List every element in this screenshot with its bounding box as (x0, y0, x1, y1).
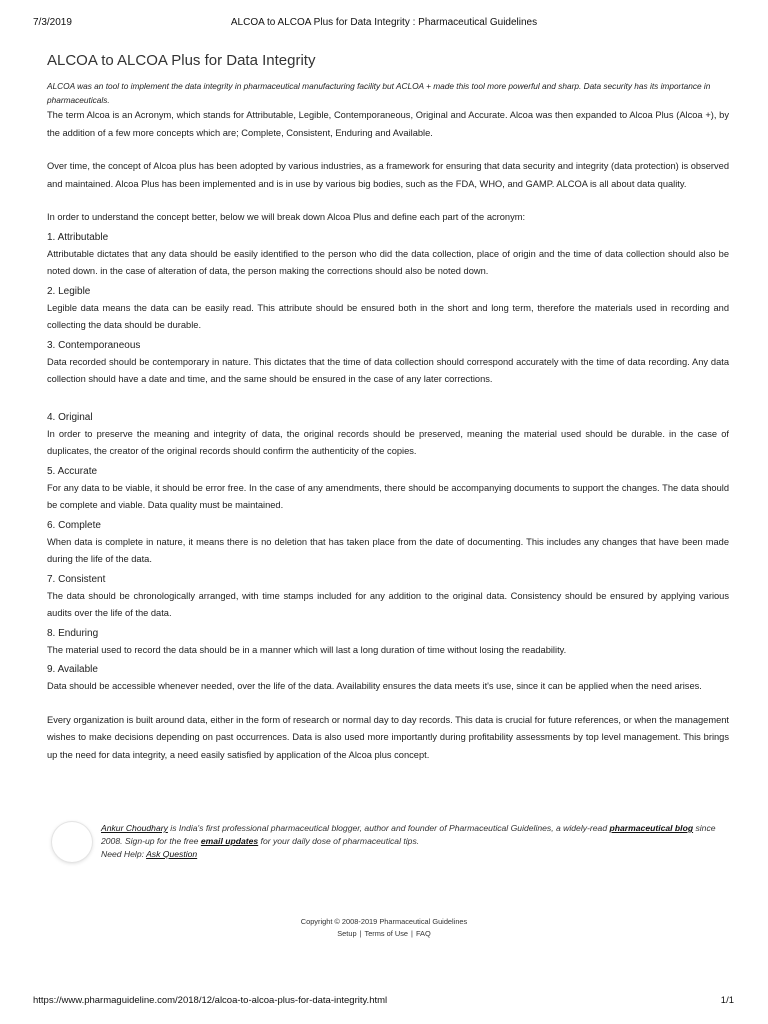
paragraph-definition: The term Alcoa is an Acronym, which stands for Attributable, Legible, Contemporaneous, Original and Accurate. Alcoa was then expanded to Alcoa Plus (Alcoa +), by the addition of a few more concepts which are; Complete, Consistent, Enduring and Available. (47, 110, 729, 138)
author-bio-text-2: since 2008. Sign-up for the free (101, 823, 716, 846)
footer-link-terms[interactable]: Terms of Use (364, 929, 409, 938)
blog-link[interactable]: pharmaceutical blog (609, 823, 694, 833)
footer-link-faq[interactable]: FAQ (415, 929, 431, 938)
print-date: 7/3/2019 (33, 17, 72, 28)
section-heading-enduring: 8. Enduring (47, 627, 99, 639)
section-heading-contemporaneous: 3. Contemporaneous (47, 339, 141, 351)
footer-link-setup[interactable]: Setup (337, 929, 357, 938)
section-text-contemporaneous: Data recorded should be contemporary in nature. This dictates that the time of data collection should correspond accurately with the time of data recording. Any data collection should have a date and time, and the same should be ensured in the case of any later corrections. (47, 356, 729, 384)
section-heading-original: 4. Original (47, 411, 93, 423)
section-heading-legible: 2. Legible (47, 285, 91, 297)
section-text-attributable: Attributable dictates that any data should be easily identified to the person who did the data collection, place of origin and the time of data collection should also be noted down. in the case of alteration of data, the person making the corrections should also be noted down. (47, 248, 729, 276)
section-text-original: In order to preserve the meaning and integrity of data, the original records should be preserved, meaning the material used should be durable. in the case of duplicates, the creator of the original records should confirm the authenticity of the copies. (47, 428, 729, 456)
footer-links (0, 928, 768, 940)
copyright-text: Copyright © 2008-2019 Pharmaceutical Guidelines (300, 917, 468, 926)
article-intro: ALCOA was an tool to implement the data integrity in pharmaceutical manufacturing facility but ACLOA + made this tool more powerful and sharp. Data security has its importance in pharmaceuticals. (47, 81, 711, 105)
author-name-link[interactable]: Ankur Choudhary (101, 823, 168, 833)
section-text-consistent: The data should be chronologically arranged, with time stamps included for any addition to the original data. Consistency should be ensured by applying various audits over the life of the data. (47, 590, 729, 618)
author-bio-text-3: for your daily dose of pharmaceutical tips. (258, 836, 420, 846)
section-text-complete: When data is complete in nature, it means there is no deletion that has taken place from the date of documenting. This includes any changes that have been made during the life of the data. (47, 536, 729, 564)
section-heading-consistent: 7. Consistent (47, 573, 106, 585)
email-updates-link[interactable]: email updates (200, 836, 259, 846)
section-text-legible: Legible data means the data can be easily read. This attribute should be ensured both in the short and long term, therefore the materials used in recording and collecting the data should be durable. (47, 302, 729, 330)
section-heading-accurate: 5. Accurate (47, 465, 98, 477)
author-bio (101, 822, 721, 861)
section-heading-available: 9. Available (47, 664, 98, 675)
paragraph-conclusion: Every organization is built around data, either in the form of research or normal day to day records. This data is crucial for future references, or when the management wishes to make decisions depending on past occurrences. Data is also used more importantly during profitability assessments by top level management. This brings up the need for data integrity, a need easily satisfied by application of the Alcoa plus concept. (47, 714, 729, 760)
paragraph-adoption: Over time, the concept of Alcoa plus has been adopted by various industries, as a framework for ensuring that data security and integrity (data protection) is observed and maintained. Alcoa Plus has been implemented and is in use by various big bodies, such as the FDA, WHO, and GAMP. ALCOA is all about data quality. (47, 161, 729, 189)
footer-separator: | (359, 929, 362, 938)
section-text-accurate: For any data to be viable, it should be error free. In the case of any amendments, there should be accompanying documents to support the changes. The data should be complete and viable. Data quality must be maintained. (47, 482, 729, 510)
print-url: https://www.pharmaguideline.com/2018/12/alcoa-to-alcoa-plus-for-data-integrity.html (33, 995, 388, 1006)
article-body (47, 52, 729, 764)
footer-separator: | (411, 929, 413, 938)
author-avatar (52, 822, 92, 862)
article-title: ALCOA to ALCOA Plus for Data Integrity (47, 52, 316, 69)
author-bio-text-1: is India's first professional pharmaceutical blogger, author and founder of Pharmaceutical Guidelines, a widely-read (167, 823, 610, 833)
section-text-available: Data should be accessible whenever needed, over the life of the data. Availability ensures the data meets it's use, since it can be applied when the need arises. (47, 681, 702, 691)
section-heading-complete: 6. Complete (47, 519, 101, 531)
print-header-title: ALCOA to ALCOA Plus for Data Integrity : Pharmaceutical Guidelines (230, 17, 538, 28)
site-footer (0, 916, 768, 940)
section-heading-attributable: 1. Attributable (47, 231, 109, 243)
ask-question-link[interactable]: Ask Question (146, 849, 198, 859)
print-page-number: 1/1 (720, 995, 734, 1006)
paragraph-breakdown-intro: In order to understand the concept better, below we will break down Alcoa Plus and define each part of the acronym: (47, 212, 526, 222)
section-text-enduring: The material used to record the data should be in a manner which will last a long duration of time without losing the readability. (47, 644, 567, 655)
need-help-label: Need Help: (101, 849, 147, 859)
